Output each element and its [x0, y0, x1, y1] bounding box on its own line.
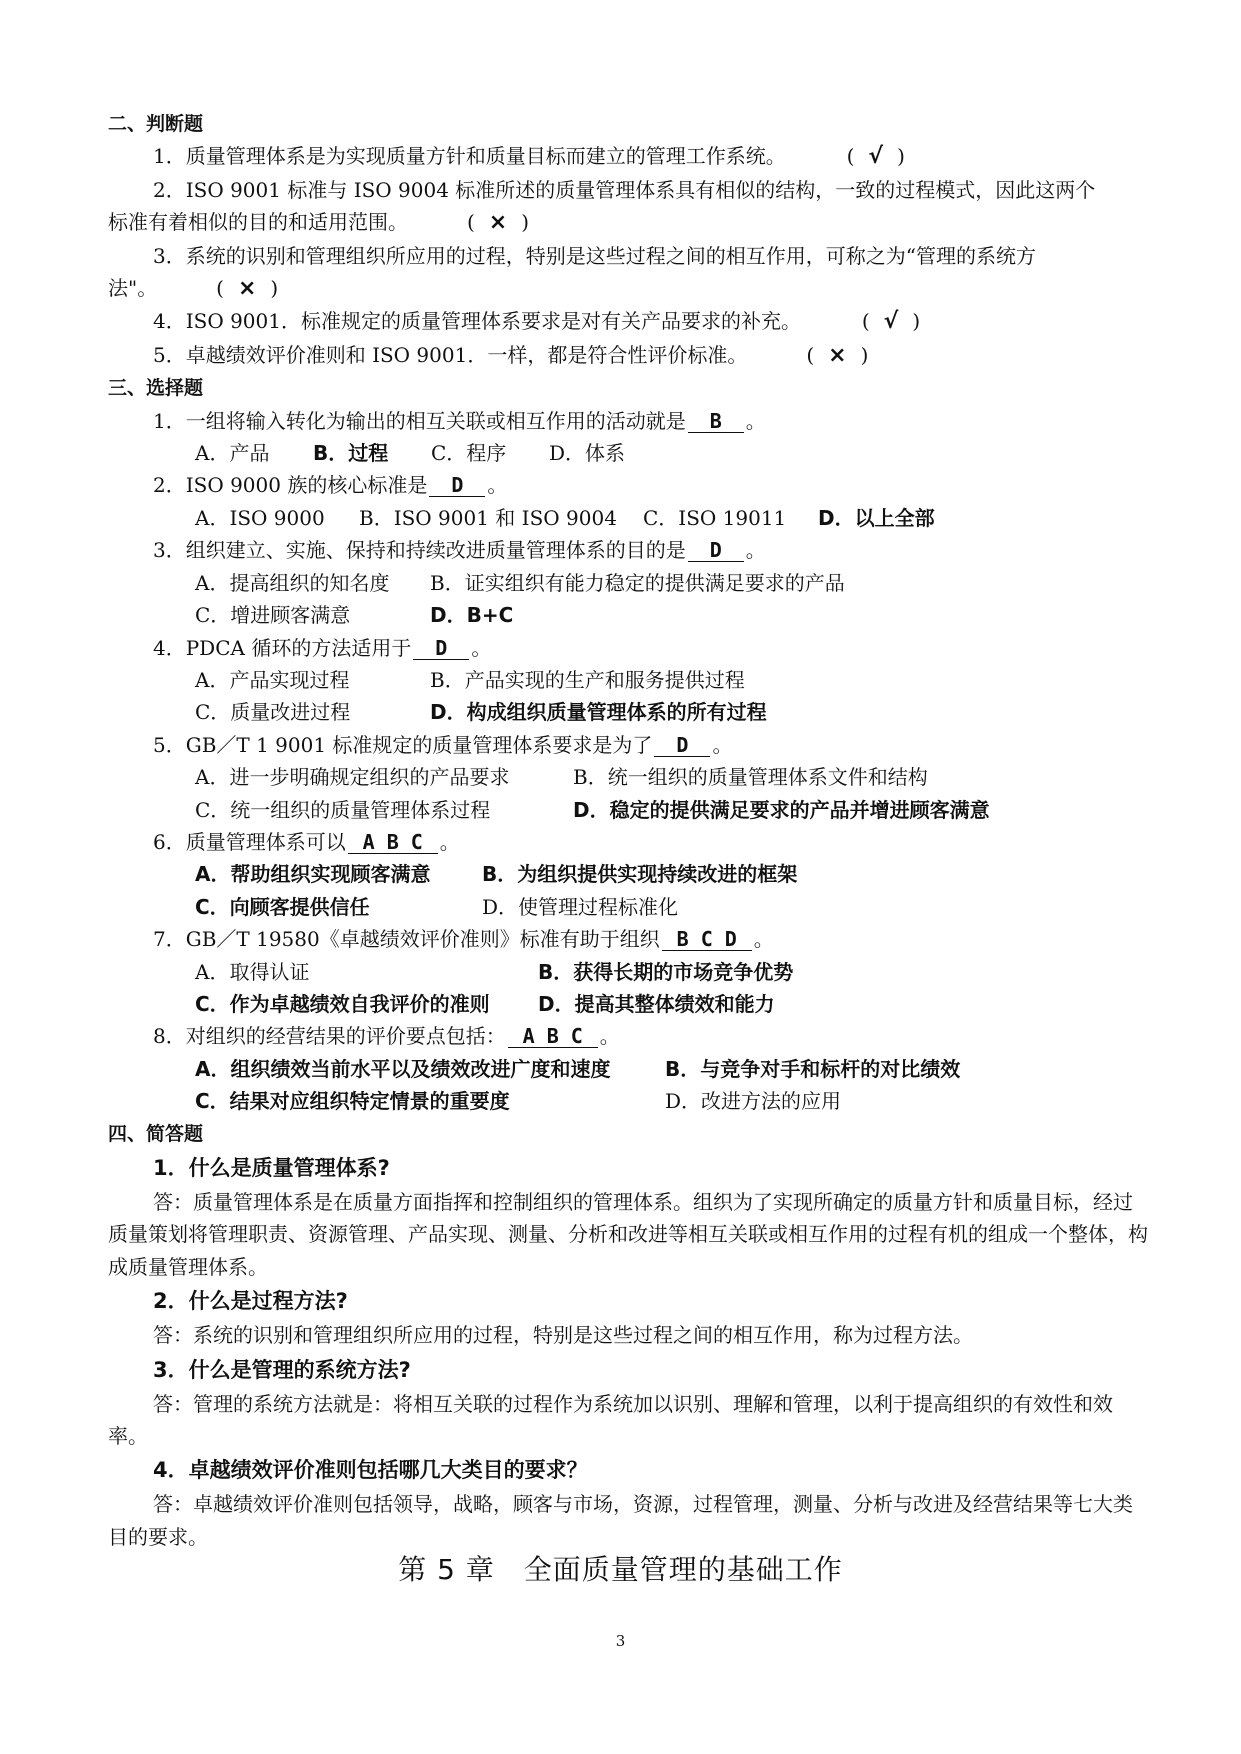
- answer-blank: D: [413, 637, 469, 660]
- mc-stem: 6．质量管理体系可以 A B C 。: [153, 829, 460, 854]
- mc-options: C．统一组织的质量管理体系过程 D．稳定的提供满足要求的产品并增进顾客满意: [195, 797, 990, 822]
- mc-options: A．提高组织的知名度 B．证实组织有能力稳定的提供满足要求的产品: [195, 570, 845, 595]
- answer-paragraph: 答：管理的系统方法就是：将相互关联的过程作为系统加以识别、理解和管理，以利于提高组织的有效性和效率。: [108, 1391, 1113, 1449]
- answer-mark: ( × ): [806, 342, 869, 368]
- mc-options: A．帮助组织实现顾客满意 B．为组织提供实现持续改进的框架: [195, 862, 798, 887]
- question-heading: 2．什么是过程方法?: [153, 1289, 348, 1314]
- mc-options: C．质量改进过程 D．构成组织质量管理体系的所有过程: [195, 700, 767, 725]
- mc-stem: 3．组织建立、实施、保持和持续改进质量管理体系的目的是 D 。: [153, 538, 766, 563]
- page-number: 3: [615, 1632, 626, 1650]
- mc-options: C．增进顾客满意 D．B+C: [195, 603, 514, 628]
- tf-item-cont: 标准有着相似的目的和适用范围。 ( × ): [108, 206, 1148, 239]
- answer-blank: A B C: [508, 1025, 598, 1048]
- mc-stem: 4．PDCA 循环的方法适用于 D 。: [153, 635, 492, 660]
- mc-stem: 8．对组织的经营结果的评价要点包括： A B C 。: [153, 1024, 620, 1049]
- mc-stem: 2．ISO 9000 族的核心标准是 D 。: [153, 473, 508, 498]
- answer-mark: ( × ): [466, 210, 530, 236]
- answer-paragraph: 答：卓越绩效评价准则包括领导，战略，顾客与市场，资源，过程管理，测量、分析与改进及经营结果等七大类目的要求。: [108, 1492, 1133, 1549]
- tf-item: 4．ISO 9001．标准规定的质量管理体系要求是对有关产品要求的补充。 ( √ ): [108, 305, 1148, 338]
- answer-mark: ( √ ): [846, 144, 905, 170]
- mc-options: A．进一步明确规定组织的产品要求 B．统一组织的质量管理体系文件和结构: [195, 765, 928, 790]
- mc-options: C．结果对应组织特定情景的重要度 D．改进方法的应用: [195, 1089, 842, 1114]
- tf-item: 3．系统的识别和管理组织所应用的过程，特别是这些过程之间的相互作用，可称之为“管理的系统方: [153, 243, 1036, 268]
- mc-stem: 5．GB／T 1 9001 标准规定的质量管理体系要求是为了 D 。: [153, 732, 733, 757]
- mc-options: C．作为卓越绩效自我评价的准则 D．提高其整体绩效和能力: [195, 991, 775, 1016]
- tf-item: 5．卓越绩效评价准则和 ISO 9001．一样，都是符合性评价标准。 ( × ): [108, 339, 1148, 372]
- section-heading-choice: 三、选择题: [108, 377, 204, 400]
- question-heading: 1．什么是质量管理体系?: [153, 1156, 390, 1180]
- chapter-title: 第 5 章 全面质量管理的基础工作: [398, 1553, 843, 1586]
- question-heading: 3．什么是管理的系统方法?: [153, 1357, 411, 1382]
- answer-blank: B C D: [662, 928, 752, 951]
- answer-paragraph: 答：系统的识别和管理组织所应用的过程，特别是这些过程之间的相互作用，称为过程方法。: [153, 1323, 973, 1348]
- mc-options: A．ISO 9000 B．ISO 9001 和 ISO 9004 C．ISO 19011 D．以上全部: [195, 505, 935, 530]
- answer-mark: ( √ ): [861, 309, 921, 335]
- answer-blank: A B C: [348, 831, 438, 854]
- mc-stem: 7．GB／T 19580《卓越绩效评价准则》标准有助于组织 B C D 。: [153, 927, 774, 952]
- answer-mark: ( × ): [216, 276, 279, 302]
- answer-blank: D: [429, 474, 485, 497]
- mc-options: C．向顾客提供信任 D．使管理过程标准化: [195, 894, 679, 919]
- section-heading-short-answer: 四、简答题: [108, 1122, 204, 1145]
- answer-paragraph: 答：质量管理体系是在质量方面指挥和控制组织的管理体系。组织为了实现所确定的质量方针和质量目标，经过质量策划将管理职责、资源管理、产品实现、测量、分析和改进等相互关联或相互作用的过程有机的组成一个整体，构成质量管理体系。: [108, 1190, 1148, 1279]
- question-heading: 4．卓越绩效评价准则包括哪几大类目的要求？: [153, 1458, 588, 1483]
- tf-item: 1．质量管理体系是为实现质量方针和质量目标而建立的管理工作系统。 ( √ ): [108, 140, 1148, 173]
- answer-blank: B: [688, 410, 744, 433]
- mc-options: A．产品实现过程 B．产品实现的生产和服务提供过程: [195, 667, 745, 692]
- answer-blank: D: [654, 734, 710, 757]
- mc-options: A．取得认证 B．获得长期的市场竞争优势: [195, 959, 794, 984]
- mc-options: A．组织绩效当前水平以及绩效改进广度和速度 B．与竞争对手和标杆的对比绩效: [195, 1056, 961, 1081]
- mc-options: A．产品 B．过程 C．程序 D．体系: [195, 441, 626, 466]
- section-heading-true-false: 二、判断题: [108, 113, 204, 135]
- tf-item-cont: 法"。 ( × ): [108, 272, 1148, 305]
- mc-stem: 1．一组将输入转化为输出的相互关联或相互作用的活动就是 B 。: [153, 408, 766, 433]
- document-page: [108, 108, 1148, 1553]
- tf-item: 2．ISO 9001 标准与 ISO 9004 标准所述的质量管理体系具有相似的结构，一致的过程模式，因此这两个: [153, 177, 1096, 202]
- answer-blank: D: [688, 539, 744, 562]
